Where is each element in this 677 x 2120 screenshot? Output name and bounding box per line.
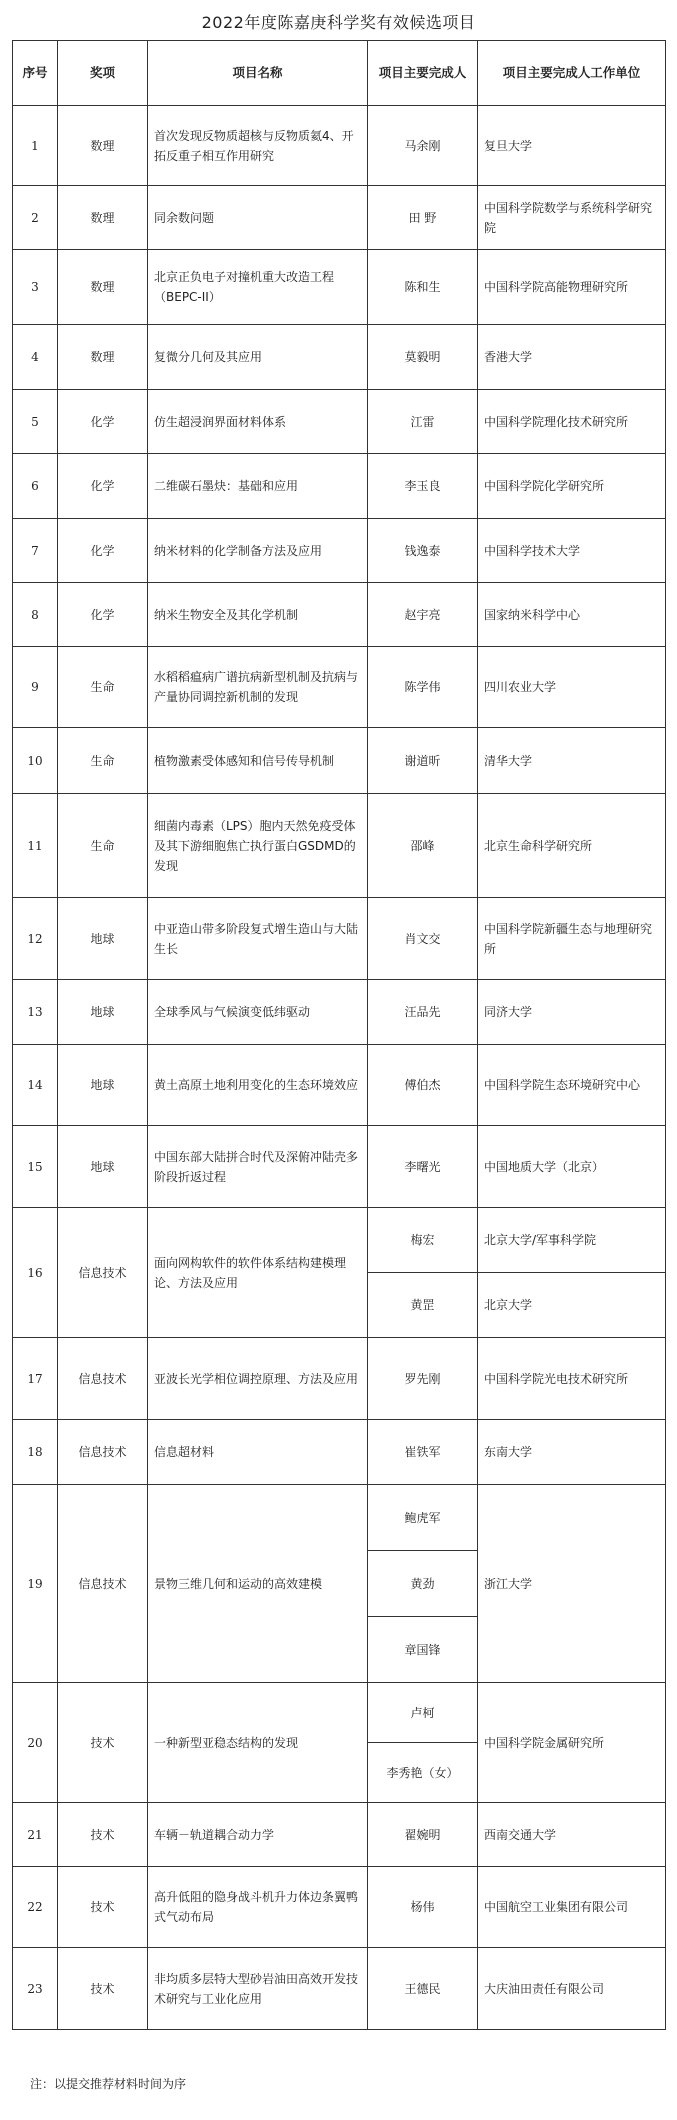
table-row <box>13 186 666 250</box>
project-name: 全球季风与气候演变低纬驱动 <box>148 980 368 1045</box>
footnote: 注：以提交推荐材料时间为序 <box>30 2077 187 2091</box>
award-category: 数理 <box>58 106 148 186</box>
header-no: 序号 <box>13 41 58 106</box>
principal-person: 罗先刚 <box>368 1338 478 1420</box>
principal-person: 马余刚 <box>368 106 478 186</box>
row-number: 18 <box>13 1420 58 1485</box>
table-row <box>13 794 666 898</box>
principal-person: 莫毅明 <box>368 325 478 390</box>
project-name: 亚波长光学相位调控原理、方法及应用 <box>148 1338 368 1420</box>
principal-person: 傅伯杰 <box>368 1045 478 1126</box>
principal-person: 江雷 <box>368 390 478 454</box>
row-number: 12 <box>13 898 58 980</box>
work-unit: 国家纳米科学中心 <box>478 583 666 647</box>
award-category: 数理 <box>58 250 148 325</box>
row-number: 15 <box>13 1126 58 1208</box>
principal-person: 汪品先 <box>368 980 478 1045</box>
project-name: 车辆－轨道耦合动力学 <box>148 1803 368 1867</box>
row-number: 14 <box>13 1045 58 1126</box>
project-name: 中亚造山带多阶段复式增生造山与大陆生长 <box>148 898 368 980</box>
table-row <box>13 454 666 519</box>
work-unit: 西南交通大学 <box>478 1803 666 1867</box>
table-row <box>13 1045 666 1126</box>
project-name: 纳米材料的化学制备方法及应用 <box>148 519 368 583</box>
principal-person: 李曙光 <box>368 1126 478 1208</box>
project-name: 非均质多层特大型砂岩油田高效开发技术研究与工业化应用 <box>148 1948 368 2030</box>
work-unit: 北京大学 <box>478 1273 666 1338</box>
work-unit: 中国科学院高能物理研究所 <box>478 250 666 325</box>
award-category: 生命 <box>58 647 148 728</box>
principal-person: 谢道昕 <box>368 728 478 794</box>
table-row <box>13 898 666 980</box>
row-number: 20 <box>13 1683 58 1803</box>
project-name: 二维碳石墨炔：基础和应用 <box>148 454 368 519</box>
work-unit: 中国地质大学（北京） <box>478 1126 666 1208</box>
project-name: 水稻稻瘟病广谱抗病新型机制及抗病与产量协同调控新机制的发现 <box>148 647 368 728</box>
project-name: 复微分几何及其应用 <box>148 325 368 390</box>
row-number: 8 <box>13 583 58 647</box>
work-unit: 中国科学技术大学 <box>478 519 666 583</box>
header-unit: 项目主要完成人工作单位 <box>478 41 666 106</box>
row-number: 4 <box>13 325 58 390</box>
work-unit: 中国科学院生态环境研究中心 <box>478 1045 666 1126</box>
project-name: 信息超材料 <box>148 1420 368 1485</box>
principal-person: 崔铁军 <box>368 1420 478 1485</box>
principal-person: 黄劲 <box>368 1551 478 1617</box>
award-category: 地球 <box>58 898 148 980</box>
award-category: 化学 <box>58 390 148 454</box>
award-category: 地球 <box>58 1126 148 1208</box>
project-name: 仿生超浸润界面材料体系 <box>148 390 368 454</box>
project-name: 黄土高原土地利用变化的生态环境效应 <box>148 1045 368 1126</box>
principal-person: 田 野 <box>368 186 478 250</box>
project-name: 纳米生物安全及其化学机制 <box>148 583 368 647</box>
award-category: 技术 <box>58 1867 148 1948</box>
row-number: 5 <box>13 390 58 454</box>
row-number: 10 <box>13 728 58 794</box>
principal-person: 翟婉明 <box>368 1803 478 1867</box>
principal-person: 李玉良 <box>368 454 478 519</box>
table-row <box>13 106 666 186</box>
table-row <box>13 390 666 454</box>
table-row <box>13 1420 666 1485</box>
award-category: 生命 <box>58 728 148 794</box>
award-category: 信息技术 <box>58 1208 148 1338</box>
principal-person: 陈和生 <box>368 250 478 325</box>
work-unit: 东南大学 <box>478 1420 666 1485</box>
header-person: 项目主要完成人 <box>368 41 478 106</box>
award-category: 化学 <box>58 583 148 647</box>
principal-person: 李秀艳（女） <box>368 1743 478 1803</box>
work-unit: 香港大学 <box>478 325 666 390</box>
project-name: 同余数问题 <box>148 186 368 250</box>
award-category: 信息技术 <box>58 1338 148 1420</box>
table-row <box>13 1683 666 1743</box>
row-number: 9 <box>13 647 58 728</box>
project-name: 北京正负电子对撞机重大改造工程（BEPC-II） <box>148 250 368 325</box>
header-category: 奖项 <box>58 41 148 106</box>
row-number: 11 <box>13 794 58 898</box>
project-name: 细菌内毒素（LPS）胞内天然免疫受体及其下游细胞焦亡执行蛋白GSDMD的发现 <box>148 794 368 898</box>
award-category: 地球 <box>58 980 148 1045</box>
project-name: 景物三维几何和运动的高效建模 <box>148 1485 368 1683</box>
principal-person: 章国锋 <box>368 1617 478 1683</box>
table-row <box>13 980 666 1045</box>
project-name: 中国东部大陆拼合时代及深俯冲陆壳多阶段折返过程 <box>148 1126 368 1208</box>
principal-person: 肖文交 <box>368 898 478 980</box>
work-unit: 中国科学院光电技术研究所 <box>478 1338 666 1420</box>
work-unit: 中国科学院新疆生态与地理研究所 <box>478 898 666 980</box>
award-category: 数理 <box>58 325 148 390</box>
principal-person: 赵宇亮 <box>368 583 478 647</box>
work-unit: 浙江大学 <box>478 1485 666 1683</box>
work-unit: 清华大学 <box>478 728 666 794</box>
row-number: 17 <box>13 1338 58 1420</box>
work-unit: 中国航空工业集团有限公司 <box>478 1867 666 1948</box>
work-unit: 中国科学院金属研究所 <box>478 1683 666 1803</box>
award-category: 信息技术 <box>58 1420 148 1485</box>
work-unit: 中国科学院理化技术研究所 <box>478 390 666 454</box>
table-row <box>13 1867 666 1948</box>
table-row <box>13 1338 666 1420</box>
row-number: 23 <box>13 1948 58 2030</box>
award-category: 生命 <box>58 794 148 898</box>
row-number: 6 <box>13 454 58 519</box>
row-number: 21 <box>13 1803 58 1867</box>
award-category: 技术 <box>58 1948 148 2030</box>
award-category: 化学 <box>58 454 148 519</box>
table-row <box>13 1948 666 2030</box>
award-category: 技术 <box>58 1803 148 1867</box>
principal-person: 鲍虎军 <box>368 1485 478 1551</box>
principal-person: 卢柯 <box>368 1683 478 1743</box>
table-row <box>13 519 666 583</box>
work-unit: 复旦大学 <box>478 106 666 186</box>
table-row <box>13 647 666 728</box>
table-row <box>13 583 666 647</box>
work-unit: 北京生命科学研究所 <box>478 794 666 898</box>
principal-person: 钱逸泰 <box>368 519 478 583</box>
page-title: 2022年度陈嘉庚科学奖有效候选项目 <box>201 13 476 32</box>
row-number: 16 <box>13 1208 58 1338</box>
principal-person: 梅宏 <box>368 1208 478 1273</box>
table-body <box>13 106 666 2030</box>
row-number: 2 <box>13 186 58 250</box>
row-number: 13 <box>13 980 58 1045</box>
work-unit: 同济大学 <box>478 980 666 1045</box>
table-row <box>13 325 666 390</box>
principal-person: 黄罡 <box>368 1273 478 1338</box>
table-row <box>13 728 666 794</box>
project-name: 首次发现反物质超核与反物质氦4、开拓反重子相互作用研究 <box>148 106 368 186</box>
project-name: 一种新型亚稳态结构的发现 <box>148 1683 368 1803</box>
candidate-table <box>12 40 666 2030</box>
principal-person: 王德民 <box>368 1948 478 2030</box>
table-row <box>13 250 666 325</box>
table-header-row <box>13 41 666 106</box>
table-row <box>13 1126 666 1208</box>
row-number: 1 <box>13 106 58 186</box>
project-name: 高升低阻的隐身战斗机升力体边条翼鸭式气动布局 <box>148 1867 368 1948</box>
work-unit: 大庆油田责任有限公司 <box>478 1948 666 2030</box>
award-category: 信息技术 <box>58 1485 148 1683</box>
principal-person: 邵峰 <box>368 794 478 898</box>
row-number: 22 <box>13 1867 58 1948</box>
award-category: 数理 <box>58 186 148 250</box>
principal-person: 杨伟 <box>368 1867 478 1948</box>
row-number: 19 <box>13 1485 58 1683</box>
table-row <box>13 1803 666 1867</box>
project-name: 植物激素受体感知和信号传导机制 <box>148 728 368 794</box>
award-category: 地球 <box>58 1045 148 1126</box>
principal-person: 陈学伟 <box>368 647 478 728</box>
header-project: 项目名称 <box>148 41 368 106</box>
work-unit: 四川农业大学 <box>478 647 666 728</box>
table-row <box>13 1485 666 1551</box>
row-number: 7 <box>13 519 58 583</box>
work-unit: 北京大学/军事科学院 <box>478 1208 666 1273</box>
work-unit: 中国科学院数学与系统科学研究院 <box>478 186 666 250</box>
award-category: 技术 <box>58 1683 148 1803</box>
row-number: 3 <box>13 250 58 325</box>
work-unit: 中国科学院化学研究所 <box>478 454 666 519</box>
table-row <box>13 1208 666 1273</box>
award-category: 化学 <box>58 519 148 583</box>
project-name: 面向网构软件的软件体系结构建模理论、方法及应用 <box>148 1208 368 1338</box>
